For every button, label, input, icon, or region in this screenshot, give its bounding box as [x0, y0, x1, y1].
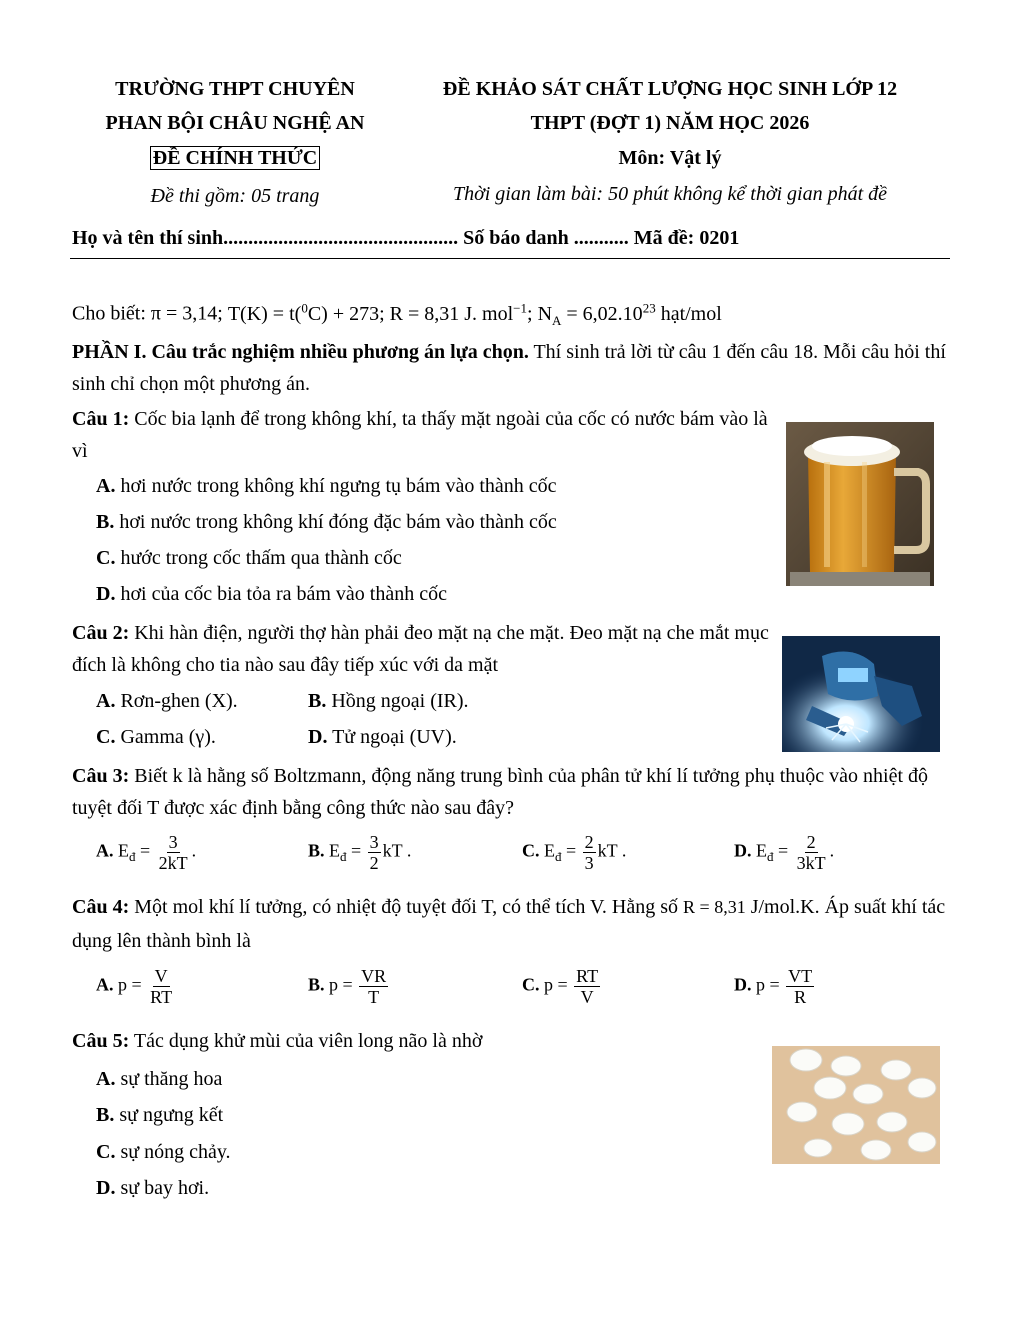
exam-code: Mã đề: 0201 — [633, 227, 740, 249]
q3-option-a[interactable]: A. $E_đ$ = $\frac{3}{2kT}$ . — [96, 832, 197, 873]
beer-mug-image — [786, 422, 934, 586]
q1-option-a[interactable]: A. hơi nước trong không khí ngưng tụ bám vào thành cốc — [96, 475, 557, 497]
question-1 — [72, 403, 772, 467]
name-dots: ............................................... — [223, 227, 459, 249]
q3-label: Câu 3: — [72, 765, 130, 787]
q2-option-d[interactable]: D. Tử ngoại (UV). — [308, 726, 457, 748]
avogadro: ; $N_A = 6,02.10^{23}$ hạt/mol — [527, 300, 722, 328]
part1-heading — [72, 336, 950, 400]
time-limit: Thời gian làm bài: 50 phút không kể thời gian phát đề — [452, 183, 888, 205]
q1-option-b[interactable]: B. hơi nước trong không khí đóng đặc bám vào thành cốc — [96, 511, 557, 533]
question-4 — [72, 890, 950, 958]
part1-title: PHẦN I. Câu trắc nghiệm nhiều phương án lựa chọn. — [72, 341, 529, 363]
q4-label: Câu 4: — [72, 896, 130, 918]
name-label: Họ và tên thí sinh — [72, 227, 224, 249]
q5-option-b[interactable]: B. sự ngưng kết — [96, 1104, 224, 1126]
part1-instructions: Thí sinh trả lời từ câu 1 đến câu 18. Mỗi câu hỏi thí sinh chỉ chọn một phương án. — [72, 341, 946, 395]
q2-label: Câu 2: — [72, 622, 130, 644]
q1-option-d[interactable]: D. hơi của cốc bia tỏa ra bám vào thành cốc — [96, 583, 447, 605]
q5-option-c[interactable]: C. sự nóng chảy. — [96, 1141, 231, 1163]
page-count: Đề thi gồm: 05 trang — [150, 185, 320, 207]
q1-option-c[interactable]: C. hước trong cốc thấm qua thành cốc — [96, 547, 402, 569]
q4-text-2: J/mol.K. Áp suất khí tác dụng lên thành bình là — [72, 896, 946, 952]
question-5 — [72, 1030, 482, 1053]
q1-text: Cốc bia lạnh để trong không khí, ta thấy mặt ngoài của cốc có nước bám vào là vì — [72, 408, 768, 462]
q1-label: Câu 1: — [72, 408, 130, 430]
question-2 — [72, 617, 772, 681]
camphor-tablets-image — [772, 1046, 940, 1164]
q5-option-d[interactable]: D. sự bay hơi. — [96, 1177, 210, 1199]
q3-option-c[interactable]: C. $E_đ$ = $\frac{2}{3}$ kT . — [522, 832, 627, 873]
q5-label: Câu 5: — [72, 1030, 130, 1052]
candidate-info-row — [72, 227, 739, 250]
id-label: Số báo danh — [463, 227, 569, 249]
q2-option-b[interactable]: B. Hồng ngoại (IR). — [308, 690, 469, 712]
given-constants — [72, 300, 722, 329]
school-name-line2: PHAN BỘI CHÂU NGHỆ AN — [105, 112, 365, 134]
id-dots: ........... — [573, 227, 629, 249]
header-divider — [70, 258, 950, 259]
q4-text: Một mol khí lí tưởng, có nhiệt độ tuyệt đối T, có thể tích V. Hằng số — [129, 896, 684, 918]
official-stamp — [70, 147, 400, 170]
q2-option-c[interactable]: C. Gamma (γ). — [96, 726, 216, 748]
q3-option-d[interactable]: D. $E_đ$ = $\frac{2}{3kT}$ . — [734, 832, 835, 873]
school-name-line1: TRƯỜNG THPT CHUYÊN — [115, 78, 355, 100]
official-label: ĐỀ CHÍNH THỨC — [150, 146, 320, 170]
gas-const: R = 8,31 J. mol$^{-1}$ — [389, 300, 528, 325]
q4-option-c[interactable]: C. p = $\frac{RT}{V}$ — [522, 966, 599, 1007]
q4-option-d[interactable]: D. p = $\frac{VT}{R}$ — [734, 966, 813, 1007]
q4-option-a[interactable]: A. p = $\frac{V}{RT}$ — [96, 966, 173, 1007]
q4-option-b[interactable]: B. p = $\frac{VR}{T}$ — [308, 966, 387, 1007]
temp-conv: T(K) = t($^0$C) + 273; — [227, 300, 385, 325]
q5-text: Tác dụng khử mùi của viên long não là nhờ — [129, 1030, 483, 1052]
pi-const: π = 3,14; — [150, 302, 223, 325]
exam-title-line2: THPT (ĐỢT 1) NĂM HỌC 2026 — [530, 112, 810, 134]
q2-text: Khi hàn điện, người thợ hàn phải đeo mặt nạ che mặt. Đeo mặt nạ che mắt mục đích là không cho tia nào sau đây tiếp xúc với da mặt — [72, 622, 769, 676]
q3-option-b[interactable]: B. $E_đ$ = $\frac{3}{2}$ kT . — [308, 832, 412, 873]
given-label: Cho biết: — [72, 302, 146, 325]
welder-image — [782, 636, 940, 752]
exam-title-line1: ĐỀ KHẢO SÁT CHẤT LƯỢNG HỌC SINH LỚP 12 — [442, 78, 898, 100]
q2-option-a[interactable]: A. Rơn-ghen (X). — [96, 690, 238, 712]
q3-text: Biết k là hằng số Boltzmann, động năng trung bình của phân tử khí lí tưởng phụ thuộc vào nhiệt độ tuyệt đối T được xác định bằng công thức nào sau đây? — [72, 765, 929, 819]
q5-option-a[interactable]: A. sự thăng hoa — [96, 1068, 223, 1090]
subject: Môn: Vật lý — [618, 147, 722, 169]
q4-gas-constant: R = 8,31 — [683, 897, 746, 917]
question-3 — [72, 760, 950, 824]
